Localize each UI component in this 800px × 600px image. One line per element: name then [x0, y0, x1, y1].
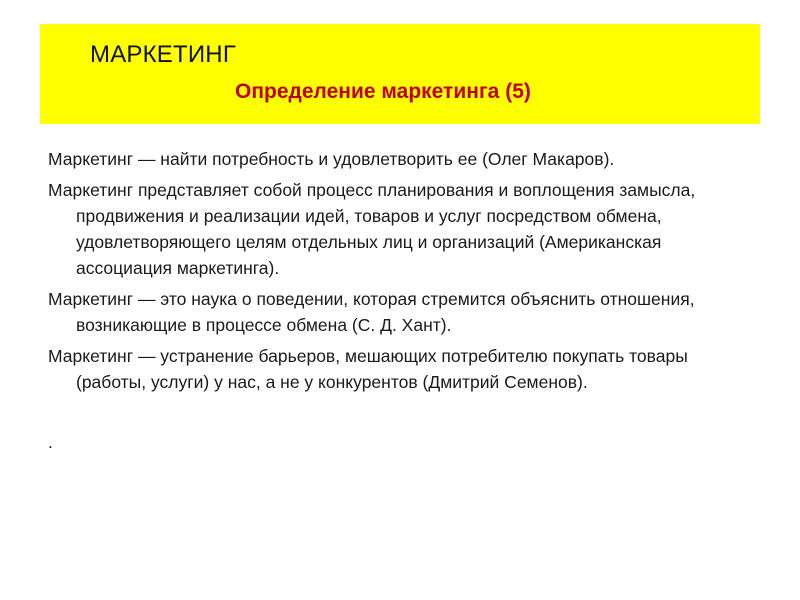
definitions-list — [48, 146, 760, 400]
definition-item: Маркетинг — это наука о поведении, которая стремится объяснить отношения, возникающие в процессе обмена (С. Д. Хант). — [48, 289, 695, 335]
header-band — [40, 24, 760, 124]
slide-subtitle: Определение маркетинга (5) — [235, 80, 531, 103]
definition-item: Маркетинг — найти потребность и удовлетворить ее (Олег Макаров). — [48, 149, 615, 169]
definition-item: Маркетинг — устранение барьеров, мешающих потребителю покупать товары (работы, услуги) у нас, а не у конкурентов (Дмитрий Семенов). — [48, 346, 688, 392]
slide-title: МАРКЕТИНГ — [90, 41, 237, 68]
definition-item: Маркетинг представляет собой процесс планирования и воплощения замысла, продвижения и реализации идей, товаров и услуг посредством обмена, удовлетворяющего целям отдельных лиц и организаций (Американская ассоциация маркетинга). — [48, 180, 696, 278]
trailing-mark: . — [48, 432, 53, 452]
